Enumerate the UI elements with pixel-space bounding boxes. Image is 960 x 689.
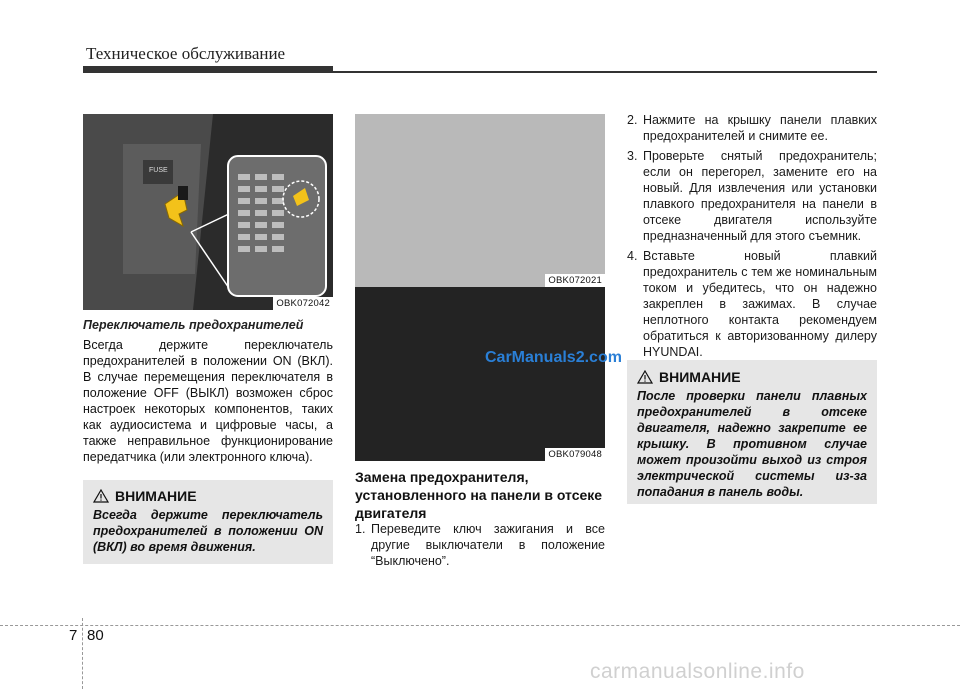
step-item [355, 521, 605, 569]
step-text: Проверьте снятый предохранитель; если он перегорел, замените его на новый. Для извлечения или установки плавкого предохранителя на панели в отсеке двигателя используйте предназначенный для этого съемник. [643, 149, 877, 243]
fuse-switch-caption: Переключатель предохранителей [83, 318, 304, 332]
warning-title: ВНИМАНИЕ [659, 369, 741, 385]
photo-code-label: OBK072042 [273, 297, 333, 310]
warning-text: После проверки панели плавных предохранителей в отсеке двигателя, надежно закрепите ее крышку. В противном случае может произойти выход из строя электрической системы из-за попадания в панель воды. [637, 389, 867, 499]
engine-bay-illustration [355, 114, 605, 287]
step-text: Вставьте новый плавкий предохранитель с тем же номинальным током и убедитесь, что он надежно закреплен в зажимах. В случае неплотного контакта рекомендуем обратиться к авторизованному дилеру HYUNDAI. [643, 249, 877, 359]
step-text: Нажмите на крышку панели плавких предохранителей и снимите ее. [643, 113, 877, 143]
step-number: 2. [627, 113, 638, 127]
warning-triangle-icon [637, 370, 653, 384]
carmanuals-watermark: CarManuals2.com [485, 349, 622, 366]
engine-fuse-photo-top [355, 114, 605, 287]
steps-list-right [627, 112, 877, 364]
warning-box-right [627, 360, 877, 504]
step-text: Переведите ключ зажигания и все другие выключатели в положение “Выключено”. [371, 522, 605, 568]
section-number: 7 [69, 627, 78, 644]
step-number: 4. [627, 249, 638, 263]
footer-divider [82, 618, 83, 689]
photo-code-label: OBK072021 [545, 274, 605, 287]
header-rule-thin [83, 71, 877, 73]
site-watermark: carmanualsonline.info [590, 660, 805, 683]
warning-box-left [83, 480, 333, 564]
fuse-switch-paragraph: Всегда держите переключатель предохранителей в положении ON (ВКЛ). В случае перемещения переключателя в положение OFF (ВЫКЛ) возможен сброс настроек некоторых компонентов, таких как аудиосистема и цифровые часы, а также неправильное функционирование передатчика (или электронного ключа). [83, 338, 333, 464]
step-item [627, 148, 877, 244]
page-number: 80 [87, 627, 104, 644]
step-item [627, 112, 877, 144]
warning-text: Всегда держите переключатель предохранителей в положении ON (ВКЛ) во время движения. [93, 508, 323, 554]
step-item [627, 248, 877, 360]
warning-triangle-icon [93, 489, 109, 503]
steps-list-middle [355, 521, 605, 573]
fuse-switch-illustration [83, 114, 333, 310]
step-number: 3. [627, 149, 638, 163]
fuse-panel-illustration [355, 287, 605, 461]
engine-fuse-photo-bottom [355, 287, 605, 461]
step-number: 1. [355, 522, 366, 536]
section-title: Замена предохранителя, установленного на панели в отсеке двигателя [355, 469, 603, 521]
photo-code-label: OBK079048 [545, 448, 605, 461]
fuse-switch-photo [83, 114, 333, 310]
fuse-text: FUSE [149, 167, 168, 174]
page-header-title: Техническое обслуживание [86, 44, 286, 63]
warning-title: ВНИМАНИЕ [115, 488, 197, 504]
footer-rule [0, 625, 960, 626]
